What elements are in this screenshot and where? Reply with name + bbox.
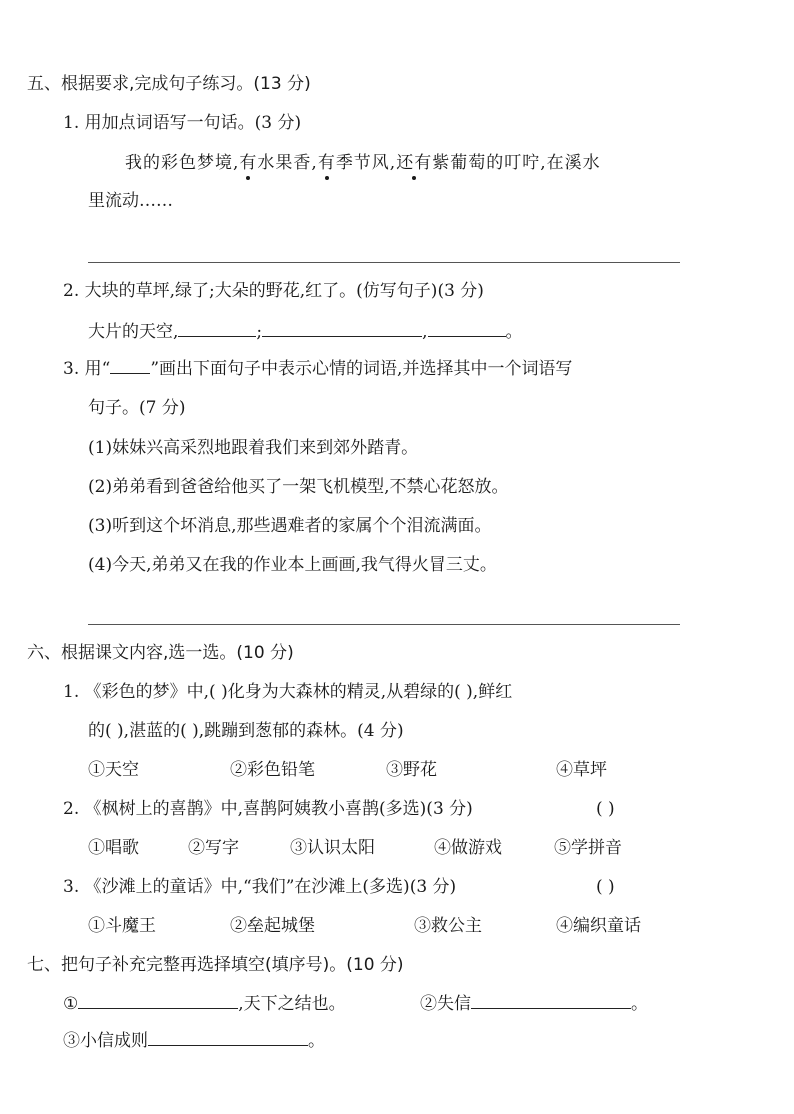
question-text: 大块的草坪,绿了;大朵的野花,红了。(仿写句子)(3 分) [84,281,484,301]
dotted-word: 有 [239,153,258,173]
s5-q1-passage [125,151,601,175]
option[interactable]: ③认识太阳 [290,838,375,858]
fill-blank[interactable] [262,318,422,337]
s5-q3-item-2: (2)弟弟看到爸爸给他买了一架飞机模型,不禁心花怒放。 [88,477,509,497]
option[interactable]: ③救公主 [414,916,482,936]
question-number: 3. [63,877,80,897]
passage-text: 季节风, [335,153,397,173]
dotted-word: 还有 [396,153,433,173]
s5-q1-prompt [63,111,301,135]
s7-item-1 [63,990,346,1016]
question-text: 用加点词语写一句话。(3 分) [84,113,302,133]
answer-line[interactable] [88,262,680,263]
option[interactable]: ②彩色铅笔 [230,760,315,780]
option[interactable]: ①天空 [88,760,139,780]
fill-blank[interactable] [78,990,238,1009]
question-text: 《彩色的梦》中,( )化身为大森林的精灵,从碧绿的( ),鲜红 [84,682,513,702]
option[interactable]: ③野花 [386,760,437,780]
s5-q2-prompt [63,279,484,303]
s7-item-2 [420,990,648,1016]
fill-suffix: 。 [505,322,523,342]
item-text: 。 [308,1031,325,1051]
option[interactable]: ④做游戏 [434,838,502,858]
section-7-title: 七、把句子补充完整再选择填空(填序号)。(10 分) [27,955,404,975]
fill-prefix: 大片的天空, [88,322,179,342]
question-text: 用“ [84,359,111,379]
passage-text: 我的彩色梦境, [125,153,240,173]
s5-q3-prompt-line2: 句子。(7 分) [88,398,186,418]
question-text: 《沙滩上的童话》中,“我们”在沙滩上(多选)(3 分) [84,877,457,897]
s5-q3-item-4: (4)今天,弟弟又在我的作业本上画画,我气得火冒三丈。 [88,555,497,575]
s6-q3-prompt [63,875,683,899]
item-text: 。 [631,994,648,1014]
option[interactable]: ④草坪 [556,760,607,780]
dotted-word: 有 [317,153,336,173]
fill-blank[interactable] [428,318,506,337]
underline-sample [110,357,150,374]
question-number: 1. [63,113,80,133]
passage-text: 紫葡萄的叮咛,在溪水 [432,153,601,173]
question-number: 2. [63,799,80,819]
item-text: ,天下之结也。 [238,994,346,1014]
s5-q1-passage-line2: 里流动…… [88,191,173,211]
passage-text: 水果香, [257,153,318,173]
s5-q2-fill [88,318,523,344]
s6-q3-options [88,914,688,938]
option[interactable]: ②写字 [188,838,239,858]
question-number: 2. [63,281,80,301]
option[interactable]: ②垒起城堡 [230,916,315,936]
fill-separator: ; [256,322,263,342]
fill-blank[interactable] [148,1027,308,1046]
fill-blank[interactable] [178,318,256,337]
option[interactable]: ⑤学拼音 [554,838,622,858]
item-text: ②失信 [420,994,471,1014]
s6-q2-options [88,836,688,860]
option[interactable]: ①唱歌 [88,838,139,858]
option[interactable]: ①斗魔王 [88,916,156,936]
question-text: 《枫树上的喜鹊》中,喜鹊阿姨教小喜鹊(多选)(3 分) [84,799,473,819]
s5-q3-item-3: (3)听到这个坏消息,那些遇难者的家属个个泪流满面。 [88,516,492,536]
question-text: ”画出下面句子中表示心情的词语,并选择其中一个词语写 [150,359,573,379]
item-text: ③小信成则 [63,1031,148,1051]
option[interactable]: ④编织童话 [556,916,641,936]
s7-item-3 [63,1027,325,1053]
answer-parentheses[interactable]: ( ) [596,877,615,897]
fill-blank[interactable] [471,990,631,1009]
answer-line[interactable] [88,624,680,625]
section-6-title: 六、根据课文内容,选一选。(10 分) [27,643,294,663]
section-5-title: 五、根据要求,完成句子练习。(13 分) [27,74,311,94]
s5-q3-prompt [63,357,572,381]
answer-parentheses[interactable]: ( ) [596,799,615,819]
question-number: 1. [63,682,80,702]
s5-q3-item-1: (1)妹妹兴高采烈地跟着我们来到郊外踏青。 [88,438,419,458]
question-number: 3. [63,359,80,379]
s6-q1-line1 [63,680,512,704]
s6-q2-prompt [63,797,683,821]
s6-q1-options [88,758,688,782]
s6-q1-line2: 的( ),湛蓝的( ),跳蹦到葱郁的森林。(4 分) [88,721,404,741]
fill-separator: , [422,322,428,342]
item-number: ① [63,994,79,1014]
